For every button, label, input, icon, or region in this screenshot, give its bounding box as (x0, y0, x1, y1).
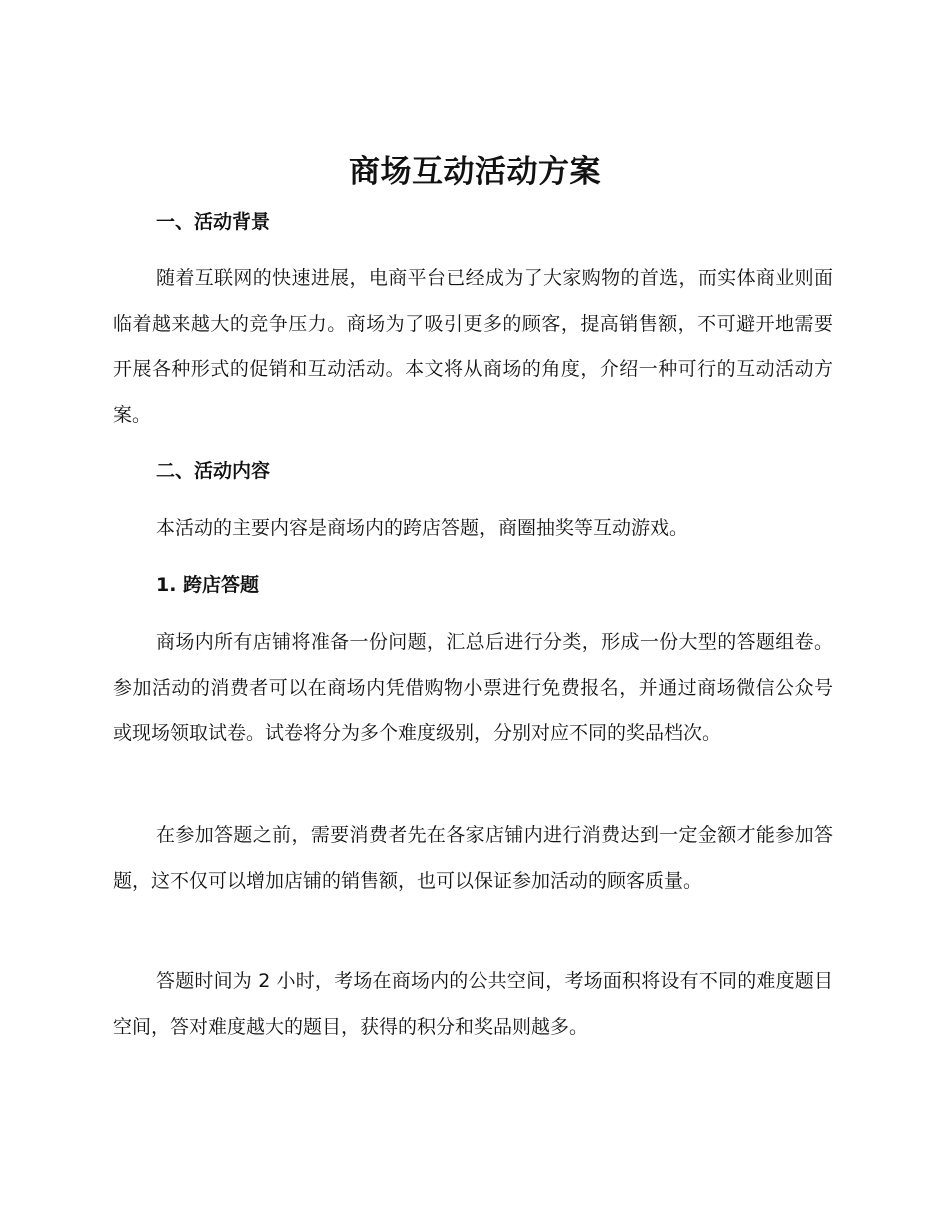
document-title: 商场互动活动方案 (349, 154, 601, 190)
paragraph-quiz-1: 商场内所有店铺将准备一份问题，汇总后进行分类，形成一份大型的答题组卷。参加活动的消费者可以在商场内凭借购物小票进行免费报名，并通过商场微信公众号或现场领取试卷。试卷将分为多个难度级别，分别对应不同的奖品档次。 (113, 631, 833, 744)
section-heading-content: 二、活动内容 (156, 460, 271, 482)
subsection-heading-quiz: 1. 跨店答题 (156, 574, 260, 596)
paragraph-background: 随着互联网的快速进展，电商平台已经成为了大家购物的首选，而实体商业则面临着越来越大的竞争压力。商场为了吸引更多的顾客，提高销售额，不可避开地需要开展各种形式的促销和互动活动。本文将从商场的角度，介绍一种可行的互动活动方案。 (113, 267, 833, 426)
paragraph-quiz-3: 答题时间为 2 小时，考场在商场内的公共空间，考场面积将设有不同的难度题目空间，答对难度越大的题目，获得的积分和奖品则越多。 (113, 970, 833, 1038)
paragraph-content: 本活动的主要内容是商场内的跨店答题，商圈抽奖等互动游戏。 (156, 517, 689, 539)
section-heading-background: 一、活动背景 (156, 211, 271, 233)
paragraph-quiz-2: 在参加答题之前，需要消费者先在各家店铺内进行消费达到一定金额才能参加答题，这不仅可以增加店铺的销售额，也可以保证参加活动的顾客质量。 (113, 824, 833, 892)
